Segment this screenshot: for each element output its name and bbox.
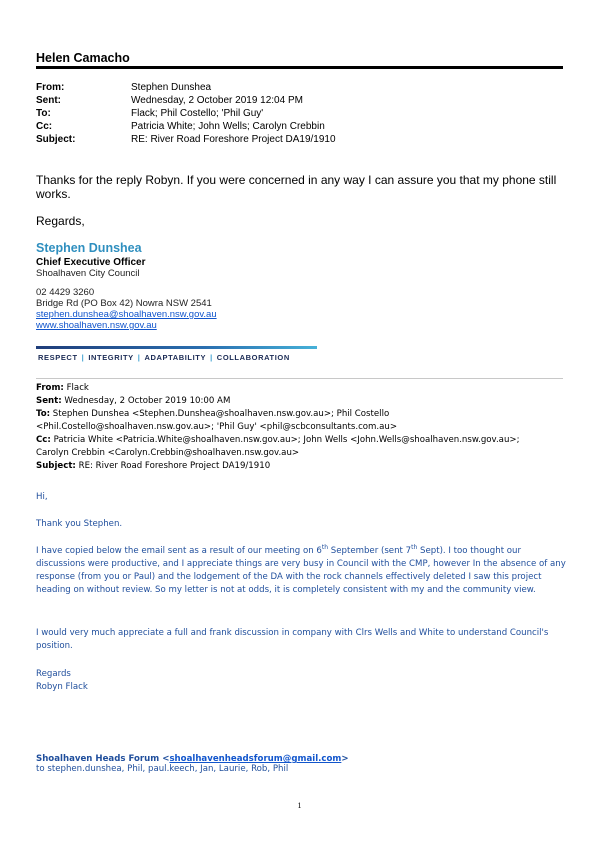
from-label: From: <box>36 82 65 93</box>
quoted-sent: Wednesday, 2 October 2019 10:00 AM <box>64 396 231 406</box>
quoted-header <box>36 382 566 473</box>
values-separator: | <box>137 353 141 362</box>
quoted-to-label: To: <box>36 409 51 419</box>
cc-label: Cc: <box>36 121 53 132</box>
signature-title: Chief Executive Officer <box>36 257 146 268</box>
mailbox-owner-name: Helen Camacho <box>36 51 130 65</box>
value-collaboration: COLLABORATION <box>216 353 290 362</box>
message-closing: Regards <box>36 669 71 679</box>
p1-part-b: September (sent 7 <box>328 546 412 556</box>
sent-value: Wednesday, 2 October 2019 12:04 PM <box>131 95 303 106</box>
quoted-subject-label: Subject: <box>36 461 76 471</box>
quoted-cc-line2: Carolyn Crebbin <Carolyn.Crebbin@shoalhaven.nsw.gov.au> <box>36 448 300 458</box>
quoted-divider <box>36 378 563 379</box>
forum-email-close: > <box>341 754 349 764</box>
to-label: To: <box>36 108 51 119</box>
value-respect: RESPECT <box>38 353 78 362</box>
signature-org: Shoalhaven City Council <box>36 268 140 279</box>
cc-value: Patricia White; John Wells; Carolyn Crebbin <box>131 121 325 132</box>
forum-name: Shoalhaven Heads Forum <box>36 754 160 764</box>
reply-body: Thanks for the reply Robyn. If you were concerned in any way I can assure you that my phone still works. <box>36 173 557 201</box>
to-value: Flack; Phil Costello; 'Phil Guy' <box>131 108 264 119</box>
subject-label: Subject: <box>36 134 76 145</box>
sent-label: Sent: <box>36 95 61 106</box>
quoted-to-line1: Stephen Dunshea <Stephen.Dunshea@shoalhaven.nsw.gov.au>; Phil Costello <box>52 409 390 419</box>
value-adaptability: ADAPTABILITY <box>144 353 207 362</box>
header-divider <box>36 66 563 69</box>
subject-value: RE: River Road Foreshore Project DA19/1910 <box>131 134 336 145</box>
quoted-cc-line1: Patricia White <Patricia.White@shoalhaven.nsw.gov.au>; John Wells <John.Wells@shoalhaven.nsw.gov.au>; <box>53 435 520 445</box>
p1-superscript-2: th <box>411 544 418 552</box>
signature-phone: 02 4429 3260 <box>36 287 95 298</box>
quoted-from: Flack <box>66 383 89 393</box>
quoted-to-line2: <Phil.Costello@shoalhaven.nsw.gov.au>; 'Phil Guy' <phil@scbconsultants.com.au> <box>36 422 398 432</box>
signature-email-link[interactable]: stephen.dunshea@shoalhaven.nsw.gov.au <box>36 309 217 320</box>
p1-part-a: I have copied below the email sent as a result of our meeting on 6 <box>36 546 322 556</box>
values-separator: | <box>210 353 213 362</box>
page-number: 1 <box>297 801 302 810</box>
quoted-from-label: From: <box>36 383 64 393</box>
forum-recipients: to stephen.dunshea, Phil, paul.keech, Jan, Laurie, Rob, Phil <box>36 764 289 774</box>
signature-website-link[interactable]: www.shoalhaven.nsw.gov.au <box>36 320 157 331</box>
message-paragraph-1 <box>36 545 568 597</box>
message-paragraph-2: I would very much appreciate a full and frank discussion in company with Clrs Wells and White to understand Council's position. <box>36 628 549 651</box>
message-signoff: Robyn Flack <box>36 682 88 692</box>
quoted-cc-label: Cc: <box>36 435 51 445</box>
signature-name: Stephen Dunshea <box>36 241 142 255</box>
reply-regards: Regards, <box>36 214 85 228</box>
message-thanks: Thank you Stephen. <box>36 519 123 529</box>
values-separator: | <box>81 353 85 362</box>
message-greeting: Hi, <box>36 492 48 502</box>
p1-superscript-1: th <box>321 544 329 552</box>
quoted-sent-label: Sent: <box>36 396 62 406</box>
forum-email-open: < <box>159 754 170 764</box>
council-values <box>38 353 290 362</box>
from-value: Stephen Dunshea <box>131 82 212 93</box>
values-banner-bar <box>36 346 317 349</box>
quoted-subject: RE: River Road Foreshore Project DA19/1910 <box>78 461 271 471</box>
p1-part-c: Sept). I too thought our discussions were productive, and I appreciate things are very busy in Council with the CMP, however In the absence of any response (from you or Paul) and the lodgement of the DA with the rock channels effectively deleted I saw this project heading on without review. So my letter is not at odds, it is completely consistent with my and the community view. <box>36 546 566 595</box>
forum-email-link[interactable]: shoalhavenheadsforum@gmail.com <box>169 754 342 764</box>
value-integrity: INTEGRITY <box>88 353 134 362</box>
signature-address: Bridge Rd (PO Box 42) Nowra NSW 2541 <box>36 298 212 309</box>
